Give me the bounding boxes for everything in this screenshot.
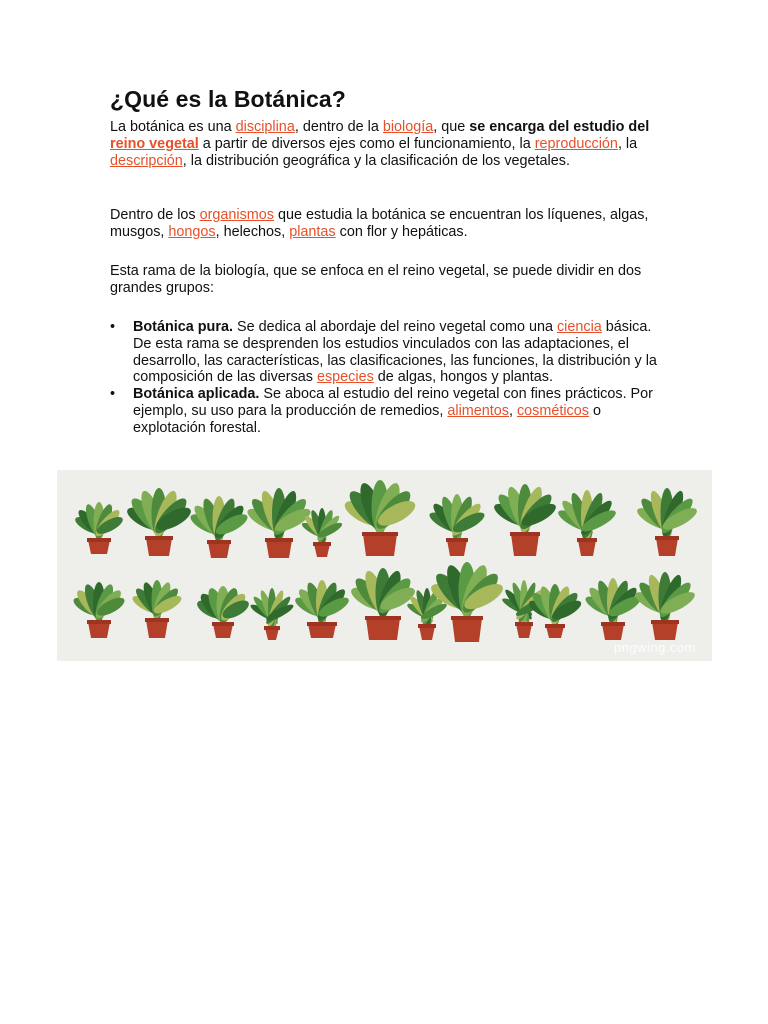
pot-rim-shape [207, 540, 231, 544]
potted-plant-icon [71, 582, 127, 638]
pot-rim-shape [313, 542, 331, 546]
potted-plant-icon [188, 496, 251, 558]
pot-shape [511, 534, 539, 556]
pot-shape [308, 624, 336, 638]
potted-plant-icon [427, 494, 487, 556]
potted-plants-image [57, 470, 712, 661]
pot-rim-shape [145, 618, 169, 622]
potted-plant-icon [583, 578, 643, 640]
link-reproduccion[interactable]: reproducción [534, 136, 618, 152]
pot-shape [266, 540, 292, 558]
pot-shape [602, 624, 624, 640]
potted-plant-icon [293, 580, 352, 638]
intro-paragraph: La botánica es una disciplina, dentro de la biología, que se encarga del estudio del reino vegetal a partir de diversos ejes como el funcionamiento, la reproducción, la descripción, la distribución geográfica y la clasificación de los vegetales. [110, 119, 650, 169]
pot-rim-shape [655, 536, 679, 540]
pot-rim-shape [446, 538, 468, 542]
pot-rim-shape [651, 620, 679, 624]
pot-rim-shape [87, 620, 111, 624]
page-title: ¿Qué es la Botánica? [110, 86, 346, 112]
link-disciplina[interactable]: disciplina [235, 119, 295, 135]
pot-shape [88, 540, 110, 554]
pot-shape [419, 626, 435, 640]
potted-plant-icon [194, 586, 251, 638]
pot-rim-shape [577, 538, 597, 542]
list-item-botanica-aplicada: • Botánica aplicada. Se aboca al estudio del reino vegetal con fines prácticos. Por ejemplo, su uso para la producción de remedios, alimentos, cosméticos o explotación forestal. [110, 386, 653, 436]
potted-plant-icon [341, 480, 419, 556]
link-organismos[interactable]: organismos [199, 207, 274, 223]
link-biologia[interactable]: biología [382, 119, 434, 135]
groups-paragraph: Esta rama de la biología, que se enfoca en el reino vegetal, se puede dividir en dos grandes grupos: [110, 263, 642, 296]
link-alimentos[interactable]: alimentos [447, 402, 509, 419]
link-reino-vegetal[interactable]: reino vegetal [110, 136, 199, 152]
pot-rim-shape [515, 622, 533, 626]
watermark-text: pngwing.com [613, 640, 696, 655]
potted-plant-icon [73, 502, 125, 554]
pot-shape [146, 620, 168, 638]
pot-rim-shape [545, 624, 565, 628]
pot-shape [213, 624, 233, 638]
pot-shape [366, 618, 400, 640]
pot-rim-shape [510, 532, 540, 536]
link-hongos[interactable]: hongos [168, 224, 216, 240]
pot-shape [452, 618, 482, 642]
pot-shape [652, 622, 678, 640]
pot-shape [656, 538, 678, 556]
link-ciencia[interactable]: ciencia [556, 319, 602, 335]
pot-shape [516, 624, 532, 638]
pot-rim-shape [212, 622, 234, 626]
link-plantas[interactable]: plantas [289, 224, 336, 240]
pot-shape [363, 534, 397, 556]
link-descripcion[interactable]: descripción [110, 153, 183, 169]
organisms-paragraph: Dentro de los organismos que estudia la botánica se encuentran los líquenes, algas, musgos, hongos, helechos, plantas con flor y hepáticas. [110, 207, 649, 240]
potted-plant-icon [556, 490, 619, 556]
potted-plant-icon [491, 484, 559, 556]
potted-plant-icon [634, 488, 699, 556]
pot-rim-shape [87, 538, 111, 542]
pot-shape [88, 622, 110, 638]
pot-shape [447, 540, 467, 556]
pot-rim-shape [601, 622, 625, 626]
branches-list [110, 319, 670, 437]
bullet-icon: • [110, 319, 116, 335]
pot-rim-shape [451, 616, 483, 620]
pot-rim-shape [362, 532, 398, 536]
pot-rim-shape [365, 616, 401, 620]
bullet-icon: • [110, 386, 116, 403]
pot-shape [208, 542, 230, 558]
potted-plant-icon [632, 572, 697, 640]
list-item-botanica-pura: • Botánica pura. Se dedica al abordaje del reino vegetal como una ciencia básica. De esta rama se desprenden los estudios vinculados con las adaptaciones, el desarrollo, las características, las clasificaciones, las funciones, la distribución y la composición de las diversas especies de algas, hongos y plantas. [110, 319, 657, 386]
potted-plant-icon [526, 584, 583, 638]
potted-plant-icon [348, 568, 418, 640]
link-cosmeticos[interactable]: cosméticos [516, 402, 589, 419]
potted-plant-icon [130, 580, 184, 638]
pot-rim-shape [418, 624, 436, 628]
potted-plant-icon [124, 488, 194, 556]
pot-shape [578, 540, 596, 556]
pot-rim-shape [145, 536, 173, 540]
pot-rim-shape [307, 622, 337, 626]
link-especies[interactable]: especies [316, 369, 374, 386]
potted-plant-icon [249, 588, 295, 640]
pot-rim-shape [265, 538, 293, 542]
pot-rim-shape [264, 626, 280, 630]
potted-plants-illustration [57, 470, 712, 661]
pot-shape [146, 538, 172, 556]
